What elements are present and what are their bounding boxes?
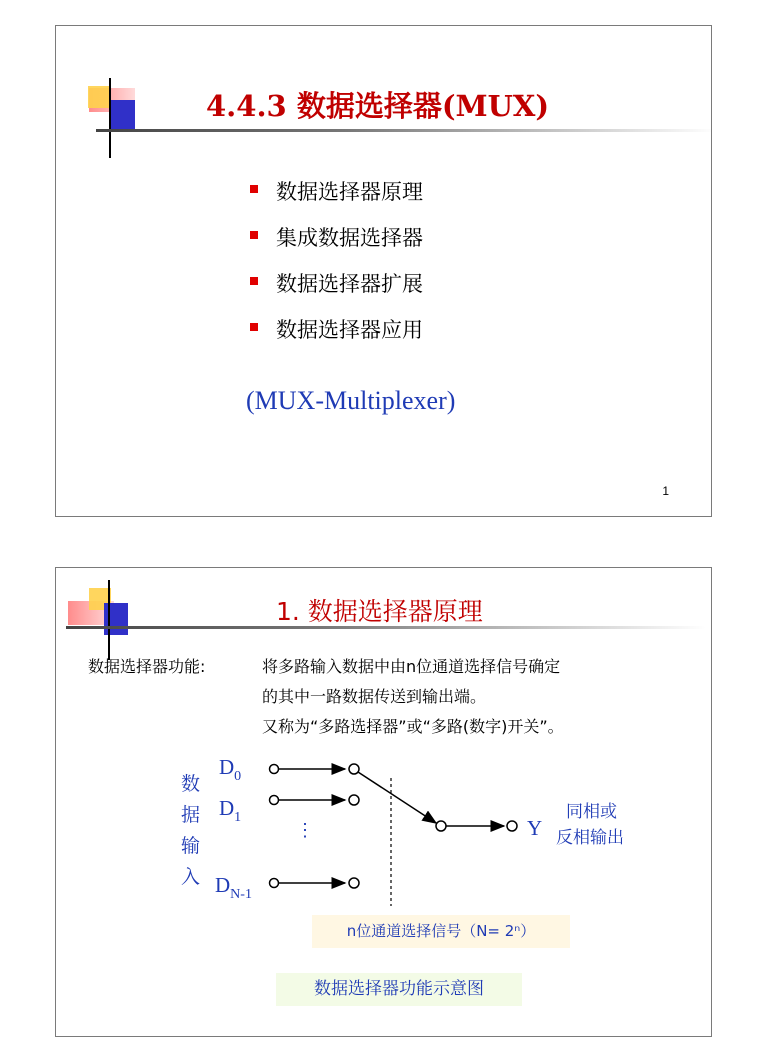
output-label: Y	[527, 816, 543, 840]
function-line: 将多路输入数据中由n位通道选择信号确定	[262, 657, 561, 676]
input-group-label-char: 数	[181, 774, 201, 795]
switch-arm	[358, 772, 436, 823]
bullet-item: 数据选择器应用	[246, 314, 423, 360]
bullet-item: 数据选择器扩展	[246, 268, 423, 314]
output-node	[507, 821, 517, 831]
function-line: 的其中一路数据传送到输出端。	[262, 687, 487, 706]
section-title: 1. 数据选择器原理	[276, 597, 483, 626]
input-group-label-char: 输	[181, 836, 201, 857]
input-label-d0: $D_0$	[219, 755, 242, 784]
function-line: 又称为“多路选择器”或“多路(数字)开关”。	[262, 717, 564, 736]
function-label: 数据选择器功能:	[88, 657, 206, 676]
input-group-label-char: 据	[181, 805, 201, 826]
input-label-dn1: $D_{N-1}$	[215, 873, 252, 902]
switch-node	[436, 821, 446, 831]
input-label-d1: $D_1$	[219, 796, 242, 825]
input-line-d1	[270, 795, 360, 805]
diagram-caption: 数据选择器功能示意图	[276, 973, 522, 1006]
page-number: 1	[662, 484, 669, 498]
bullet-item: 数据选择器原理	[246, 176, 423, 222]
output-desc-line: 同相或	[566, 802, 617, 821]
slide-1	[55, 25, 712, 517]
page-title: 4.4.3 数据选择器(MUX)	[206, 89, 550, 123]
input-group-label-char: 入	[181, 867, 201, 888]
select-signal-label: n位通道选择信号（N= 2ⁿ）	[312, 915, 570, 948]
mux-note: (MUX-Multiplexer)	[246, 386, 456, 415]
ellipsis: ⋮	[296, 820, 314, 840]
input-line-d0	[270, 764, 360, 774]
bullet-item: 集成数据选择器	[246, 222, 423, 268]
bullet-list	[246, 176, 423, 360]
output-desc-line: 反相输出	[556, 828, 624, 847]
slide-2	[55, 567, 712, 1037]
input-line-dn1	[270, 878, 360, 888]
